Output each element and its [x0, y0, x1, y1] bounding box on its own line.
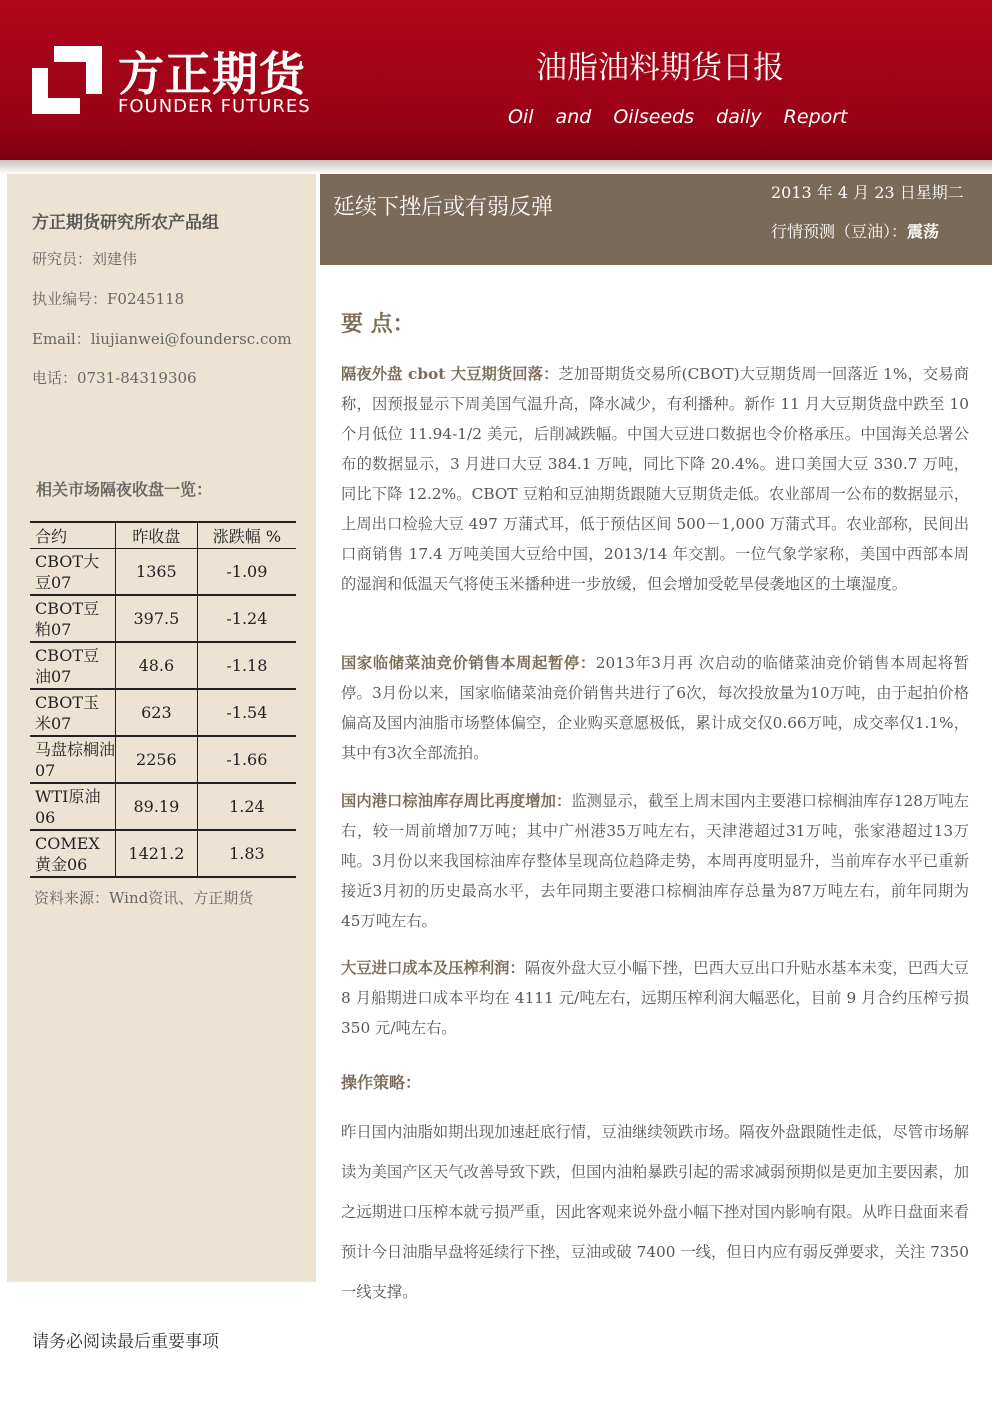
paragraph-cbot-heading: 隔夜外盘 cbot 大豆期货回落： — [341, 365, 559, 383]
change-cell: -1.66 — [197, 736, 296, 783]
report-header — [0, 0, 992, 160]
paragraph-import-cost-heading: 大豆进口成本及压榨利润： — [341, 959, 525, 977]
change-cell: -1.24 — [197, 595, 296, 642]
change-cell: -1.09 — [197, 549, 296, 596]
report-subtitle: Oil and Oilseeds daily Report — [508, 106, 848, 128]
report-date: 2013 年 4 月 23 日星期二 — [771, 183, 964, 202]
email-address: Email：liujianwei@foundersc.com — [32, 330, 292, 348]
forecast — [771, 219, 939, 242]
change-cell: 1.24 — [197, 783, 296, 830]
overnight-quotes-table — [30, 521, 296, 878]
table-row — [30, 783, 296, 830]
license-number: 执业编号：F0245118 — [32, 290, 185, 308]
paragraph-palm-stock — [341, 786, 969, 936]
brand-name-cn: 方正期货 — [118, 47, 306, 101]
table-header-row — [30, 522, 296, 549]
data-source: 资料来源：Wind资讯、方正期货 — [34, 889, 254, 907]
table-row — [30, 689, 296, 736]
change-cell: -1.18 — [197, 642, 296, 689]
strategy-title: 操作策略： — [341, 1073, 422, 1092]
prev-close-cell: 1365 — [116, 549, 198, 596]
header-shadow — [0, 160, 992, 174]
phone-number: 电话：0731-84319306 — [32, 369, 197, 387]
paragraph-import-cost — [341, 953, 969, 1043]
headline: 延续下挫后或有弱反弹 — [333, 195, 554, 220]
paragraph-palm-stock-body: 监测显示，截至上周末国内主要港口棕榈油库存128万吨左右，较一周前增加7万吨；其中广州港35万吨左右，天津港超过31万吨，张家港超过13万吨。3月份以来我国棕油库存整体呈现高位趋降走势，本周再度明显升，当前库存水平已重新接近3月初的历史最高水平，去年同期主要港口棕榈油库存总量为87万吨左右，前年同期为45万吨左右。 — [341, 792, 969, 930]
contract-cell: WTI原油06 — [30, 783, 116, 830]
prev-close-cell: 48.6 — [116, 642, 198, 689]
contract-cell: CBOT大豆07 — [30, 549, 116, 596]
forecast-value: 震荡 — [907, 222, 940, 241]
brand-name-en: FOUNDER FUTURES — [118, 96, 311, 117]
table-row — [30, 595, 296, 642]
table-row — [30, 642, 296, 689]
header-prev-close: 昨收盘 — [116, 522, 198, 549]
prev-close-cell: 2256 — [116, 736, 198, 783]
table-row — [30, 830, 296, 877]
change-cell: -1.54 — [197, 689, 296, 736]
paragraph-palm-stock-heading: 国内港口棕油库存周比再度增加： — [341, 792, 572, 810]
contract-cell: CBOT豆油07 — [30, 642, 116, 689]
paragraph-rapeseed-heading: 国家临储菜油竞价销售本周起暂停： — [341, 654, 596, 672]
founder-logo-icon — [32, 46, 102, 114]
report-title: 油脂油料期货日报 — [536, 50, 784, 86]
paragraph-rapeseed-body: 2013年3月再 次启动的临储菜油竞价销售本周起将暂停。3月份以来，国家临储菜油竞价销售共进行了6次，每次投放量为10万吨，由于起拍价格偏高及国内油脂市场整体偏空，企业购买意愿极低，累计成交仅0.66万吨，成交率仅1.1%，其中有3次全部流拍。 — [341, 654, 969, 762]
header-change-pct: 涨跌幅 % — [197, 522, 296, 549]
prev-close-cell: 397.5 — [116, 595, 198, 642]
strategy-body: 昨日国内油脂如期出现加速赶底行情，豆油继续领跌市场。隔夜外盘跟随性走低，尽管市场解读为美国产区天气改善导致下跌，但国内油粕暴跌引起的需求减弱预期似是更加主要因素，加之远期进口压榨本就亏损严重，因此客观来说外盘小幅下挫对国内影响有限。从昨日盘面来看预计今日油脂早盘将延续行下挫，豆油或破 7400 一线，但日内应有弱反弹要求，关注 7350 一线支撑。 — [341, 1123, 969, 1301]
paragraph-cbot-body: 芝加哥期货交易所(CBOT)大豆期货周一回落近 1%，交易商称，因预报显示下周美国气温升高，降水减少，有利播种。新作 11 月大豆期货盘中跌至 10 个月低位 11.94-1/2 美元，后削减跌幅。中国大豆进口数据也令价格承压。中国海关总署公布的数据显示，3 月进口大豆 384.1 万吨，同比下降 20.4%。进口美国大豆 330.7 万吨，同比下降 12.2%。CBOT 豆粕和豆油期货跟随大豆期货走低。农业部周一公布的数据显示，上周出口检验大豆 497 万蒲式耳，低于预估区间 500－1,000 万蒲式耳。农业部称，民间出口商销售 17.4 万吨美国大豆给中国，2013/14 年交割。一位气象学家称，美国中西部本周的湿润和低温天气将使玉米播种进一步放缓，但会增加受乾旱侵袭地区的土壤湿度。 — [341, 365, 969, 593]
table-row — [30, 549, 296, 596]
contract-cell: CBOT玉米07 — [30, 689, 116, 736]
change-cell: 1.83 — [197, 830, 296, 877]
paragraph-import-cost-body: 隔夜外盘大豆小幅下挫，巴西大豆出口升贴水基本未变，巴西大豆 8 月船期进口成本平均在 4111 元/吨左右，远期压榨利润大幅恶化，目前 9 月合约压榨亏损 350 元/吨左右。 — [341, 959, 969, 1037]
footer-note: 请务必阅读最后重要事项 — [32, 1332, 219, 1352]
prev-close-cell: 89.19 — [116, 783, 198, 830]
prev-close-cell: 623 — [116, 689, 198, 736]
forecast-label: 行情预测（豆油）： — [771, 222, 908, 241]
contract-cell: CBOT豆粕07 — [30, 595, 116, 642]
research-group: 方正期货研究所农产品组 — [32, 213, 219, 233]
contract-cell: COMEX黄金06 — [30, 830, 116, 877]
prev-close-cell: 1421.2 — [116, 830, 198, 877]
table-row — [30, 736, 296, 783]
overnight-table-title: 相关市场隔夜收盘一览： — [36, 480, 213, 499]
keypoints-title: 要 点： — [341, 311, 415, 337]
researcher-name: 研究员：刘建伟 — [32, 250, 138, 268]
contract-cell: 马盘棕榈油07 — [30, 736, 116, 783]
paragraph-cbot — [341, 359, 969, 599]
header-contract: 合约 — [30, 522, 116, 549]
paragraph-rapeseed — [341, 648, 969, 768]
